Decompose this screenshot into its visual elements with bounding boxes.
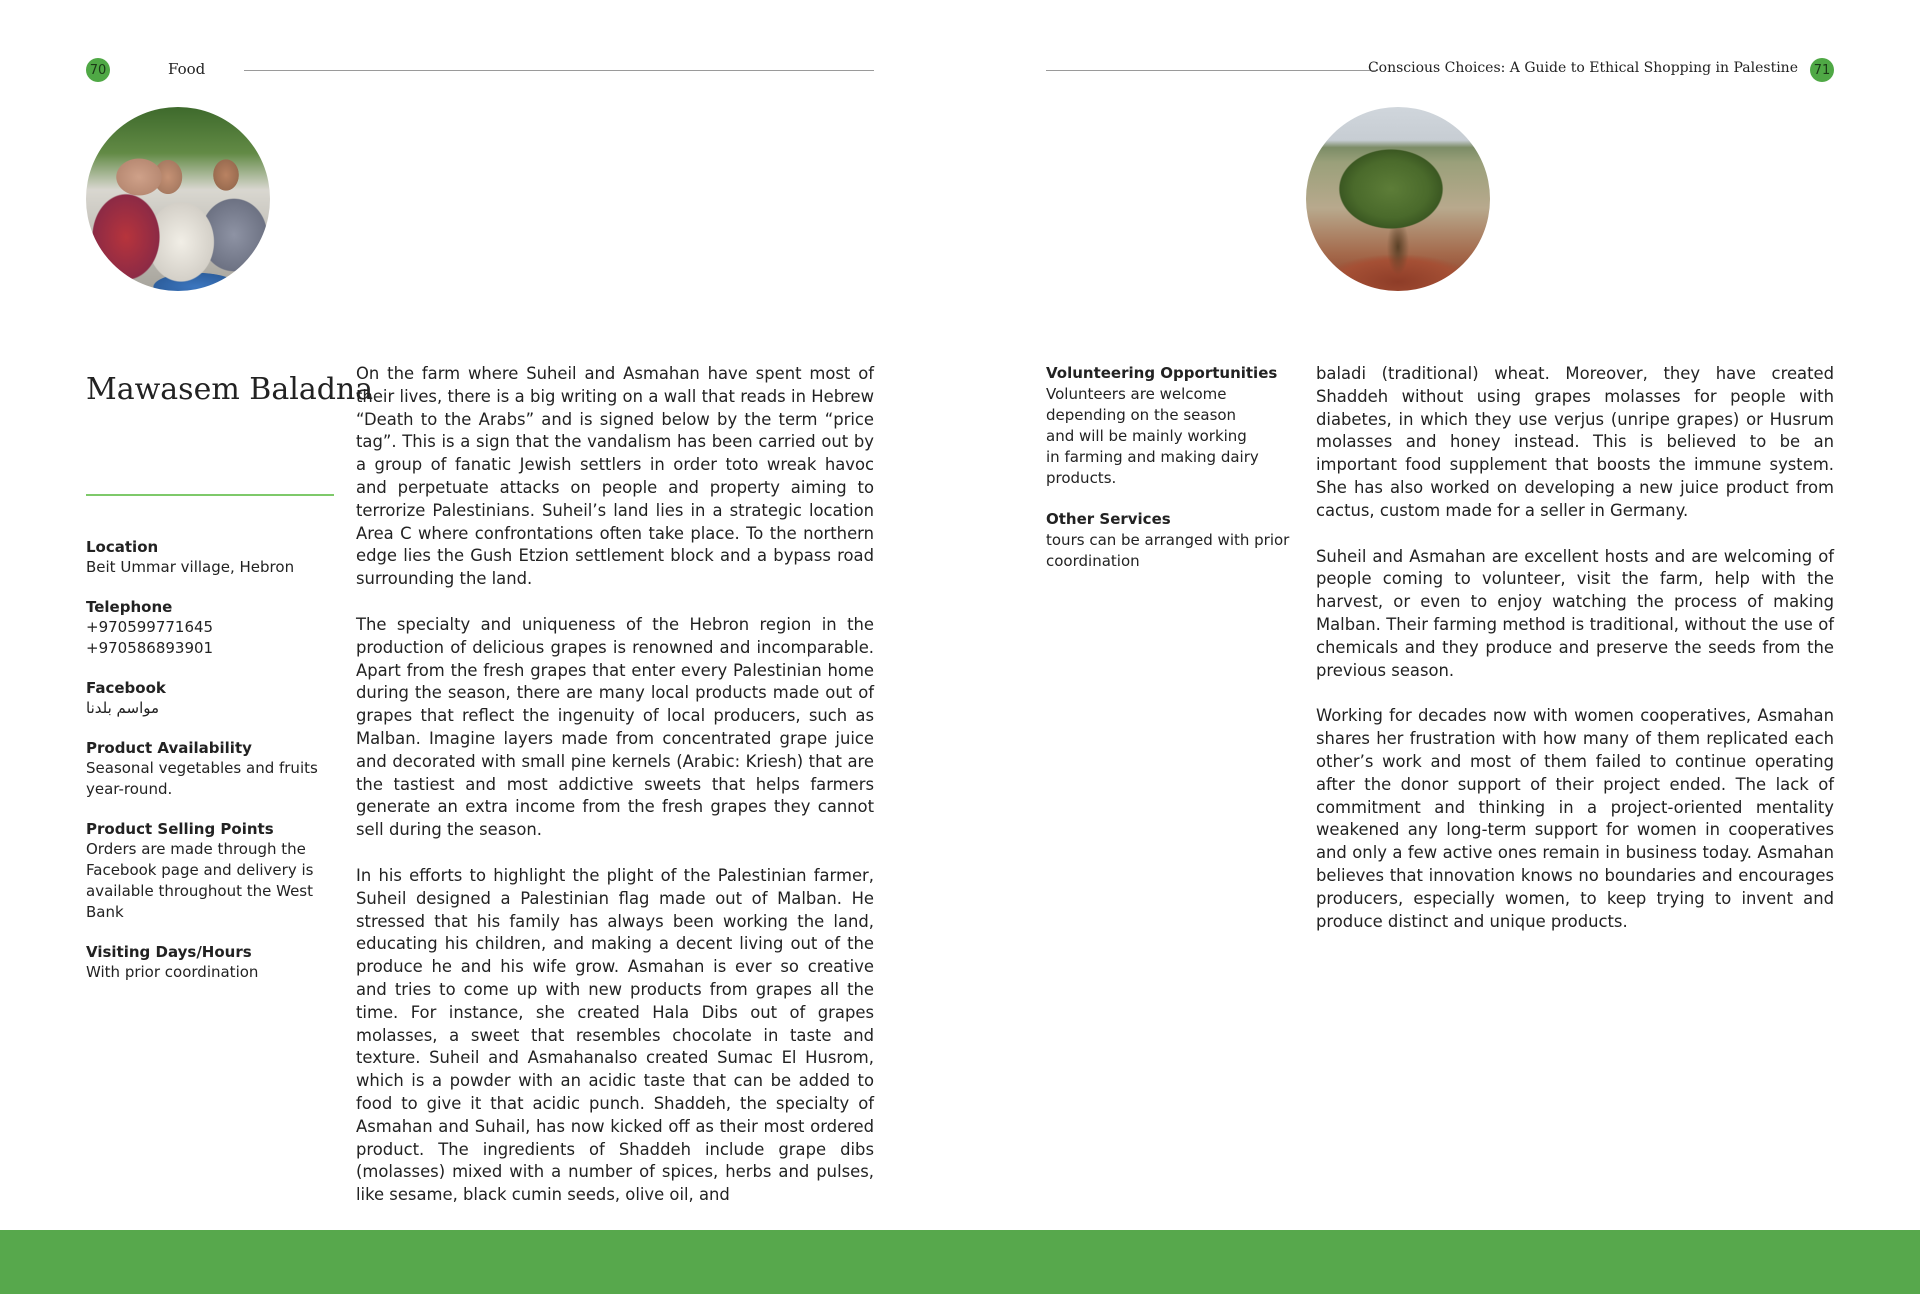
vendor-info-list bbox=[86, 537, 336, 1002]
info-line: tours can be arranged with prior bbox=[1046, 531, 1290, 549]
body-paragraph: The specialty and uniqueness of the Hebron region in the production of delicious grapes is renowned and incomparable. Apart from the fresh grapes that enter every Palestinian home during the season, there are many local products made out of grapes that reflect the ingenuity of local producers, such as Malban. Imagine layers made from concentrated grape juice and decorated with small pine kernels (Arabic: Kriesh) that are the tastiest and most addictive sweets that helps farmers generate an extra income from the fresh grapes they cannot sell during the season. bbox=[356, 614, 874, 840]
tree-photo bbox=[1306, 107, 1490, 291]
vendor-divider bbox=[86, 494, 334, 496]
body-paragraph: Suheil and Asmahan are excellent hosts and are welcoming of people coming to volunteer, visit the farm, help with the harvest, or even to enjoy watching the process of making Malban. Their farming method is traditional, without the use of chemicals and they produce and preserve the seeds from the previous season. bbox=[1316, 546, 1834, 680]
info-value bbox=[1046, 384, 1296, 489]
info-line: available throughout the West bbox=[86, 882, 314, 900]
info-selling-points bbox=[86, 819, 336, 923]
info-line: and will be mainly working bbox=[1046, 427, 1247, 445]
info-location bbox=[86, 537, 336, 578]
body-paragraph: On the farm where Suheil and Asmahan have spent most of their lives, there is a big writing on a wall that reads in Hebrew “Death to the Arabs” and is signed below by the term “price tag”. This is a sign that the vandalism has been carried out by a group of fanatic Jewish settlers in order toto wreak havoc and perpetuate attacks on people and property aiming to terrorize Palestinians. Suheil’s land lies in a strategic location Area C where confrontations often take place. To the northern edge lies the Gush Etzion settlement block and a bypass road surrounding the land. bbox=[356, 364, 874, 589]
footer-band bbox=[0, 1230, 1920, 1294]
body-paragraph: Working for decades now with women cooperatives, Asmahan shares her frustration with how many of them replicated each other’s work and most of them failed to continue operating after the donor support of their project ended. The lack of commitment and thinking in a project-oriented mentality weakened any long-term support for women in cooperatives and only a few active ones remain in business today. Asmahan believes that innovation knows no boundaries and encourages producers, especially women, to keep trying to invent and produce distinct and unique products. bbox=[1316, 706, 1834, 931]
info-facebook bbox=[86, 678, 336, 719]
facebook-link[interactable]: مواسم بلدنا bbox=[86, 699, 160, 717]
section-label: Food bbox=[168, 60, 206, 78]
info-line: depending on the season bbox=[1046, 406, 1237, 424]
info-label: Product Availability bbox=[86, 739, 252, 757]
phone-number[interactable]: +970599771645 bbox=[86, 618, 214, 636]
info-value bbox=[86, 698, 336, 719]
body-paragraph: baladi (traditional) wheat. Moreover, they have created Shaddeh without using grapes molasses for people with diabetes, in which they use verjus (unripe grapes) or Husrum molasses and honey instead. This is believed to be an important food supplement that boosts the immune system. She has also worked on developing a new juice product from cactus, custom made for a seller in Germany. bbox=[1316, 364, 1834, 520]
info-label: Product Selling Points bbox=[86, 820, 274, 838]
info-label: Volunteering Opportunities bbox=[1046, 364, 1278, 382]
info-line: in farming and making dairy bbox=[1046, 448, 1259, 466]
body-column-right bbox=[1316, 363, 1834, 956]
body-column-left bbox=[356, 363, 874, 1230]
vendor-name: Mawasem Baladna bbox=[86, 372, 374, 407]
info-line: products. bbox=[1046, 469, 1117, 487]
vendor-info-list-right bbox=[1046, 363, 1296, 592]
info-label: Location bbox=[86, 538, 159, 556]
info-availability bbox=[86, 738, 336, 800]
info-line: Volunteers are welcome bbox=[1046, 385, 1227, 403]
page-number-right: 71 bbox=[1810, 58, 1834, 82]
info-line: Bank bbox=[86, 903, 124, 921]
info-line: Seasonal vegetables and fruits bbox=[86, 759, 318, 777]
info-other-services bbox=[1046, 509, 1296, 572]
info-value bbox=[1046, 530, 1296, 572]
info-value bbox=[86, 557, 336, 578]
header-rule-right bbox=[1046, 70, 1378, 71]
info-line: With prior coordination bbox=[86, 963, 259, 981]
info-line: year-round. bbox=[86, 780, 173, 798]
body-paragraph: In his efforts to highlight the plight of the Palestinian farmer, Suheil designed a Palestinian flag made out of Malban. He stressed that his family has always been working the land, educating his children, and making a decent living out of the produce he and his wife grow. Asmahan is ever so creative and tries to come up with new products from grapes all the time. For instance, she created Hala Dibs out of grapes molasses, a sweet that resembles chocolate in taste and texture. Suheil and Asmahanalso created Sumac El Husrom, which is a powder with an acidic taste that can be added to food to give it that acidic punch. Shaddeh, the specialty of Asmahan and Suhail, has now kicked off as their most ordered product. The ingredients of Shaddeh include grape dibs (molasses) mixed with a number of spices, herbs and pulses, like sesame, black cumin seeds, olive oil, and bbox=[356, 865, 874, 1205]
info-line: Facebook page and delivery is bbox=[86, 861, 314, 879]
info-volunteering bbox=[1046, 363, 1296, 489]
farmers-photo bbox=[86, 107, 270, 291]
header-rule-left bbox=[244, 70, 874, 71]
info-visiting bbox=[86, 942, 336, 983]
info-telephone bbox=[86, 597, 336, 659]
info-value bbox=[86, 839, 336, 923]
info-line: coordination bbox=[1046, 552, 1140, 570]
info-value bbox=[86, 758, 336, 800]
phone-number[interactable]: +970586893901 bbox=[86, 639, 214, 657]
info-label: Visiting Days/Hours bbox=[86, 943, 252, 961]
info-label: Telephone bbox=[86, 598, 173, 616]
book-title: Conscious Choices: A Guide to Ethical Shopping in Palestine bbox=[1367, 60, 1798, 76]
info-label: Facebook bbox=[86, 679, 166, 697]
info-line: Orders are made through the bbox=[86, 840, 306, 858]
info-label: Other Services bbox=[1046, 510, 1171, 528]
page-number-left: 70 bbox=[86, 58, 110, 82]
info-value bbox=[86, 962, 336, 983]
info-value bbox=[86, 617, 336, 659]
info-line: Beit Ummar village, Hebron bbox=[86, 558, 295, 576]
